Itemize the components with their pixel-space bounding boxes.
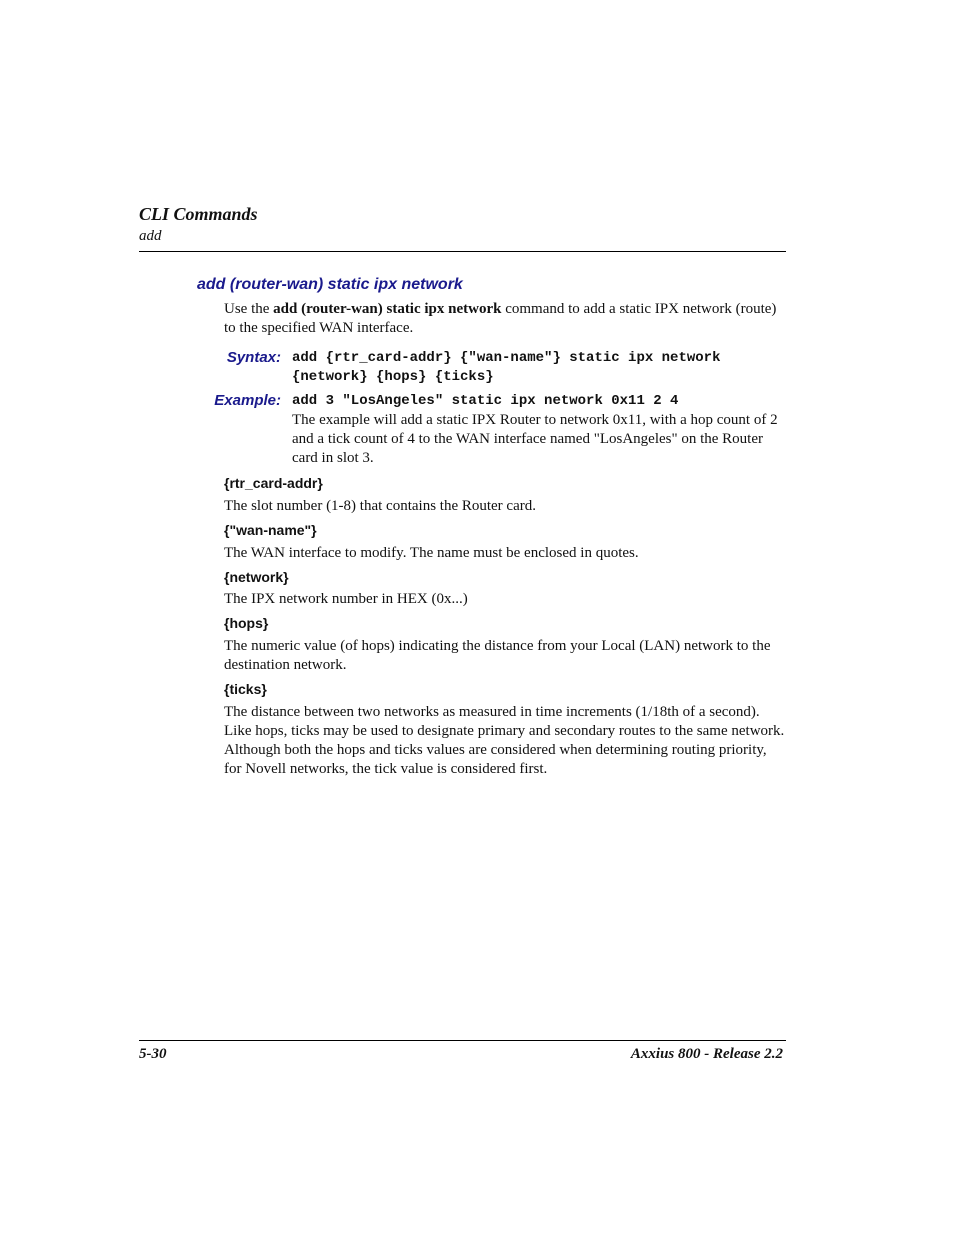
example-label: Example: [214,392,281,409]
header-rule [139,251,786,252]
param-desc-network: The IPX network number in HEX (0x...) [224,591,468,607]
param-desc-wan-name: The WAN interface to modify. The name must be enclosed in quotes. [224,545,639,561]
page-number: 5-30 [139,1046,167,1062]
syntax-label: Syntax: [226,349,281,366]
syntax-line-2: {network} {hops} {ticks} [292,369,494,385]
param-name-wan-name: {"wan-name"} [224,522,317,538]
chapter-subtitle: add [139,228,162,244]
param-name-ticks: {ticks} [224,681,267,697]
param-name-rtr-card-addr: {rtr_card-addr} [224,475,323,491]
example-description: The example will add a static IPX Router to network 0x11, with a hop count of 2 and a tick count of 4 to the WAN interface named "LosAngeles" on the Router card in slot 3. [292,412,778,466]
param-name-hops: {hops} [224,615,269,631]
intro-prefix: Use the [224,301,274,317]
section-heading: add (router-wan) static ipx network [197,276,463,293]
param-desc-hops: The numeric value (of hops) indicating the distance from your Local (LAN) network to the destination network. [224,638,771,673]
footer-rule [139,1040,786,1041]
syntax-line-1: add {rtr_card-addr} {"wan-name"} static ipx network [292,350,721,366]
param-name-network: {network} [224,569,289,585]
example-code: add 3 "LosAngeles" static ipx network 0x11 2 4 [292,393,679,409]
intro-command: add (router-wan) static ipx network [273,301,502,317]
product-release: Axxius 800 - Release 2.2 [630,1046,783,1062]
intro-paragraph [224,300,786,338]
param-desc-rtr-card-addr: The slot number (1-8) that contains the Router card. [224,498,536,514]
chapter-title: CLI Commands [139,204,258,224]
param-desc-ticks: The distance between two networks as measured in time increments (1/18th of a second). Like hops, ticks may be used to designate primary and secondary routes to the same network. Although both the hops and ticks values are considered when determining routing priority, for Novell networks, the tick value is considered first. [224,704,785,777]
intro-suffix: command to add a static IPX network (route) to the specified WAN interface. [224,301,777,336]
